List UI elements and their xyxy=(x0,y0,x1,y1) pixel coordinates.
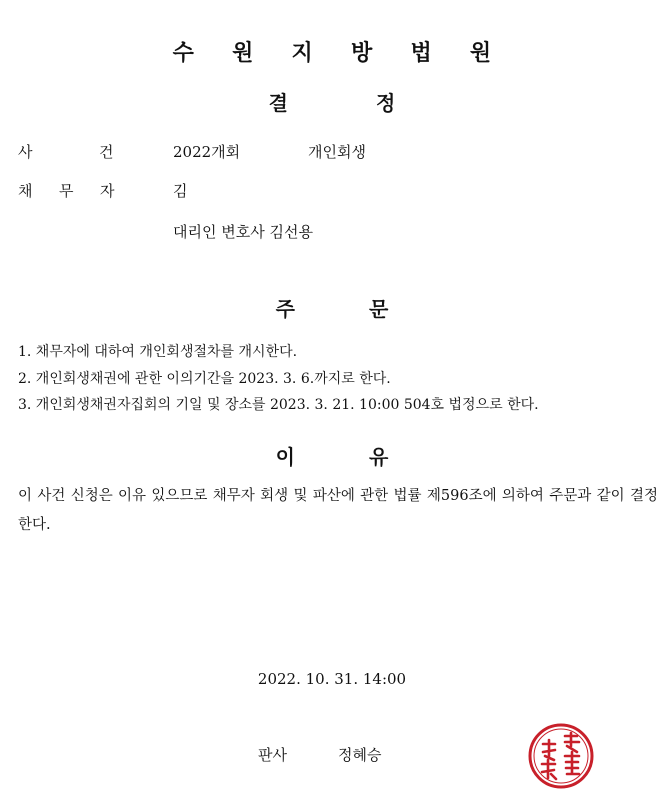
debtor-name: 김 xyxy=(173,182,188,200)
case-label xyxy=(18,141,140,162)
court-name-char: 원 xyxy=(469,41,492,66)
order-heading xyxy=(0,293,664,322)
document-title-char: 결 xyxy=(268,91,288,115)
order-item: 3. 개인회생채권자집회의 기일 및 장소를 2023. 3. 21. 10:00 504호 법정으로 한다. xyxy=(18,397,539,413)
court-name-char: 원 xyxy=(232,41,254,66)
court-name-char: 수 xyxy=(172,41,195,66)
debtor-label-char: 자 xyxy=(100,182,115,200)
judge-title: 판사 xyxy=(258,746,287,764)
decision-datetime: 2022. 10. 31. 14:00 xyxy=(257,670,407,688)
court-name-char: 법 xyxy=(410,41,432,66)
debtor-label-char: 무 xyxy=(59,182,74,200)
court-name-char: 방 xyxy=(351,41,373,66)
judge-name: 정혜승 xyxy=(338,746,382,764)
reason-heading-char: 유 xyxy=(369,445,389,469)
case-label-char: 사 xyxy=(18,143,33,161)
debtor-representative: 대리인 변호사 김선용 xyxy=(173,223,313,241)
order-heading-char: 문 xyxy=(369,297,389,321)
case-label-char: 건 xyxy=(99,143,114,161)
case-type: 개인회생 xyxy=(308,143,366,161)
court-name-char: 지 xyxy=(291,41,313,66)
order-item: 1. 채무자에 대하여 개인회생절차를 개시한다. xyxy=(18,344,298,360)
order-item: 2. 개인회생채권에 관한 이의기간을 2023. 3. 6.까지로 한다. xyxy=(18,371,391,387)
order-heading-char: 주 xyxy=(275,297,295,321)
document-title xyxy=(0,87,664,116)
debtor-label-char: 채 xyxy=(18,182,33,200)
debtor-label xyxy=(18,180,141,201)
seal-icon xyxy=(527,722,595,790)
case-number: 2022개회 xyxy=(173,143,241,161)
reason-heading-char: 이 xyxy=(275,445,295,469)
judge-seal xyxy=(527,722,595,790)
document-title-char: 정 xyxy=(376,91,396,115)
reason-text: 이 사건 신청은 이유 있으므로 채무자 회생 및 파산에 관한 법률 제596조에 의하여 주문과 같이 결정한다. xyxy=(18,488,658,533)
reason-heading xyxy=(0,441,664,470)
court-name xyxy=(0,36,664,67)
